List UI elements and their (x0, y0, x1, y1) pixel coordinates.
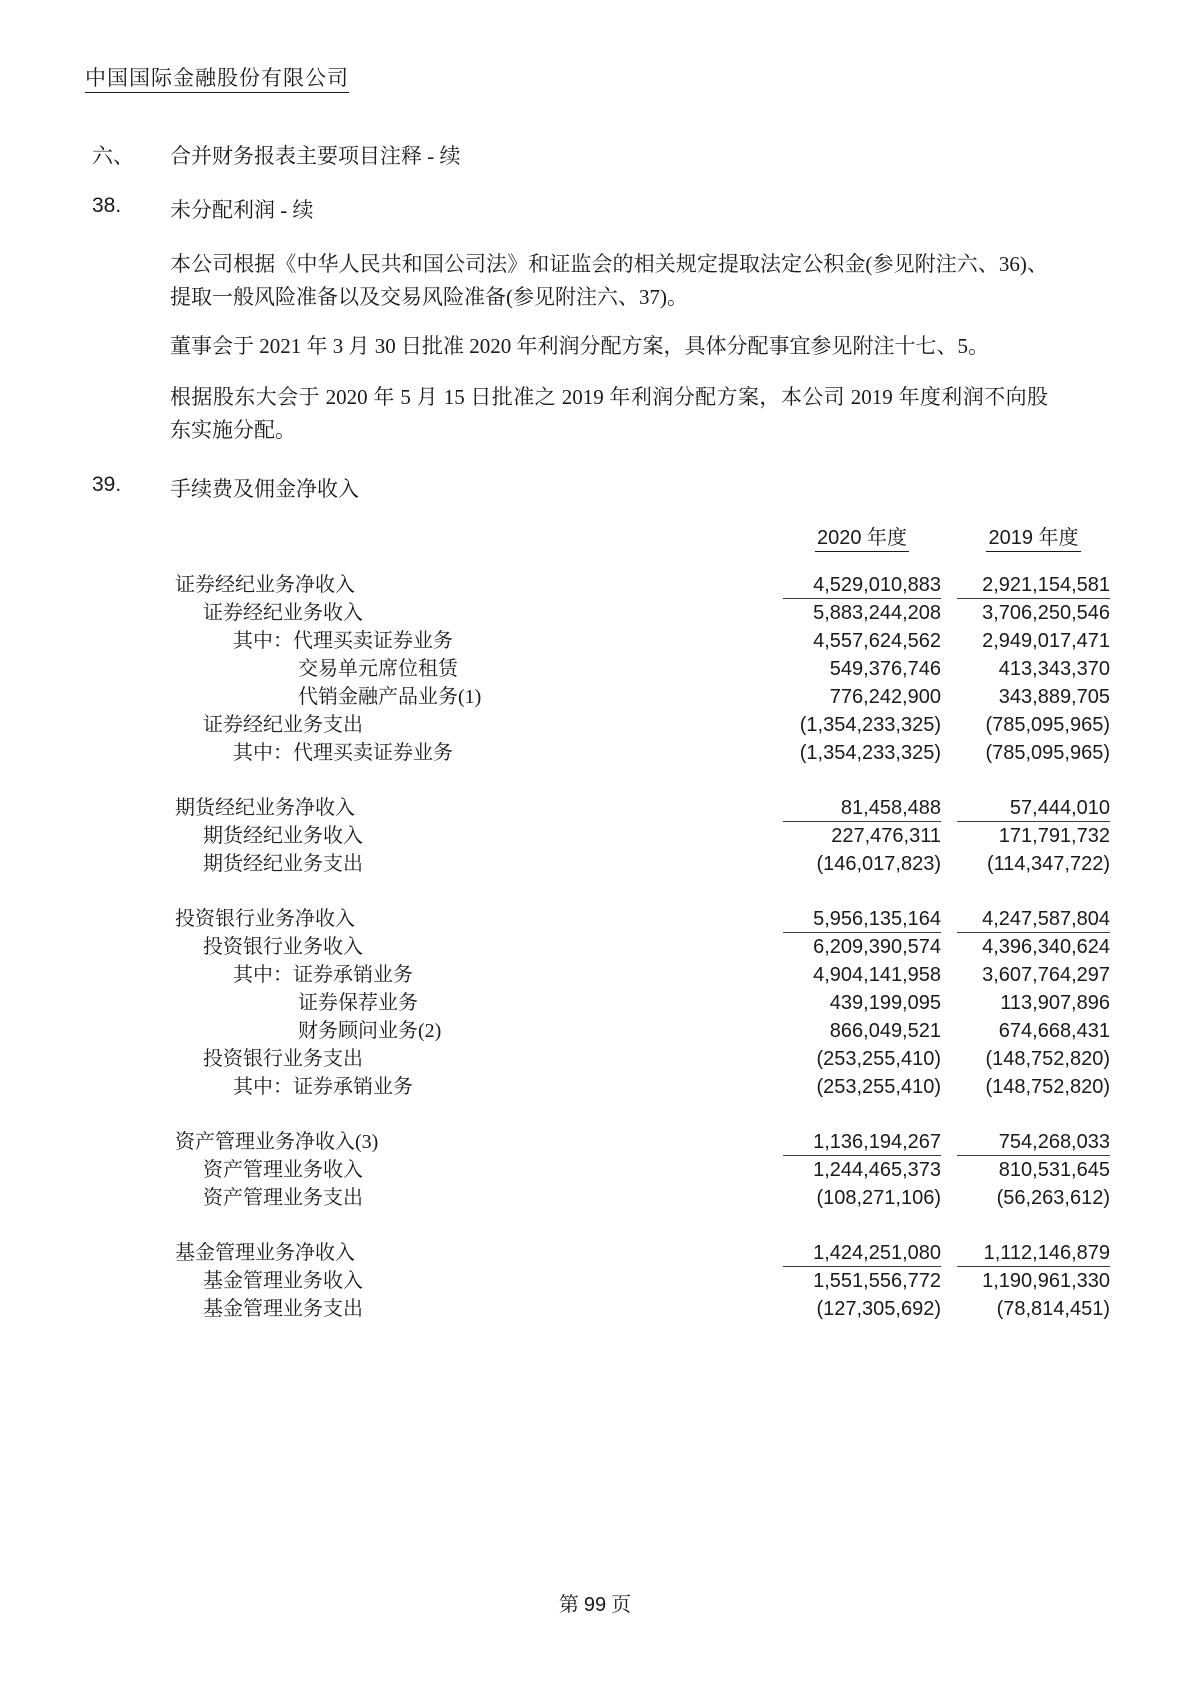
row-label: 其中：证券承销业务 (233, 1076, 413, 1098)
row-label: 代销金融产品业务(1) (298, 686, 482, 708)
value-2020: 1,551,556,772 (813, 1270, 941, 1292)
value-2019: (56,263,612) (996, 1187, 1110, 1209)
value-2020: 776,242,900 (829, 686, 941, 708)
value-2019: 3,607,764,297 (982, 964, 1110, 986)
company-name-text: 中国国际金融股份有限公司 (85, 66, 349, 93)
value-2019: 810,531,645 (998, 1159, 1110, 1181)
value-2019: 3,706,250,546 (982, 602, 1110, 624)
value-2020: (253,255,410) (816, 1048, 941, 1070)
row-label: 投资银行业务收入 (203, 936, 363, 958)
row-label: 证券经纪业务净收入 (175, 574, 355, 596)
table-row (175, 600, 1110, 628)
row-label: 交易单元席位租赁 (298, 658, 458, 680)
value-2020: (127,305,692) (816, 1298, 941, 1320)
paragraph-shareholder-approval: 根据股东大会于 2020 年 5 月 15 日批准之 2019 年利润分配方案，本公司 2019 年度利润不向股东实施分配。 (170, 385, 1048, 442)
value-2020: 5,956,135,164 (783, 906, 941, 933)
row-label: 期货经纪业务收入 (203, 825, 363, 847)
value-2020: 5,883,244,208 (813, 602, 941, 624)
value-2019: 1,190,961,330 (982, 1270, 1110, 1292)
value-2019: (785,095,965) (985, 742, 1110, 764)
section-number: 39. (92, 473, 122, 496)
table-row (175, 962, 1110, 990)
column-gap (941, 521, 957, 550)
row-label: 证券经纪业务收入 (203, 602, 363, 624)
section-heading-38 (92, 194, 1110, 224)
value-2020: 4,557,624,562 (813, 630, 941, 652)
value-2020: 1,424,251,080 (783, 1240, 941, 1267)
row-label: 基金管理业务收入 (203, 1270, 363, 1292)
value-2019: (78,814,451) (996, 1298, 1110, 1320)
table-row (175, 1157, 1110, 1185)
row-label: 期货经纪业务支出 (203, 853, 363, 875)
table-row (175, 1296, 1110, 1324)
value-2019: 171,791,732 (998, 825, 1110, 847)
table-row (175, 572, 1110, 600)
row-label: 投资银行业务净收入 (175, 908, 355, 930)
table-row (175, 906, 1110, 934)
value-2019: 4,247,587,804 (957, 906, 1110, 933)
page-number-label: 第 99 页 (558, 1594, 632, 1616)
value-2020: 81,458,488 (783, 795, 941, 822)
row-label: 其中：代理买卖证券业务 (233, 742, 453, 764)
company-name (85, 62, 1190, 92)
row-label: 证券保荐业务 (298, 992, 418, 1014)
value-2019: (148,752,820) (985, 1048, 1110, 1070)
table-row (175, 1185, 1110, 1213)
value-2020: 227,476,311 (831, 825, 941, 847)
value-2019: 413,343,370 (998, 658, 1110, 680)
table-row (175, 934, 1110, 962)
paragraph-reserves: 本公司根据《中华人民共和国公司法》和证监会的相关规定提取法定公积金(参见附注六、36)、提取一般风险准备以及交易风险准备(参见附注六、37)。 (170, 252, 1048, 309)
table-row (175, 1129, 1110, 1157)
fee-commission-table (175, 521, 1110, 1324)
section-number: 六、 (92, 144, 134, 168)
value-2019: (114,347,722) (986, 853, 1110, 875)
value-2020: (1,354,233,325) (799, 742, 941, 764)
value-2019: 113,907,896 (1000, 992, 1110, 1014)
value-2019: (785,095,965) (985, 714, 1110, 736)
table-row (175, 712, 1110, 740)
row-label: 期货经纪业务净收入 (175, 797, 355, 819)
table-header-spacer (175, 521, 783, 550)
table-row (175, 740, 1110, 768)
value-2019: 1,112,146,879 (957, 1240, 1110, 1267)
value-2020: 1,244,465,373 (813, 1159, 941, 1181)
section-number: 38. (92, 194, 122, 217)
value-2020: 1,136,194,267 (783, 1129, 941, 1156)
value-2020: (146,017,823) (816, 853, 941, 875)
table-row (175, 823, 1110, 851)
table-header-row (175, 521, 1110, 550)
value-2019: 4,396,340,624 (982, 936, 1110, 958)
row-label: 财务顾问业务(2) (298, 1020, 442, 1042)
row-label: 资产管理业务净收入(3) (175, 1131, 379, 1153)
fee-table-rows (175, 572, 1110, 1324)
value-2019: 2,949,017,471 (982, 630, 1110, 652)
value-2020: 4,529,010,883 (783, 572, 941, 599)
row-label: 其中：代理买卖证券业务 (233, 630, 453, 652)
section-title: 未分配利润 - 续 (170, 198, 314, 222)
value-2020: 6,209,390,574 (813, 936, 941, 958)
row-label: 基金管理业务支出 (203, 1298, 363, 1320)
table-row (175, 851, 1110, 879)
value-2019: (148,752,820) (985, 1076, 1110, 1098)
table-row (175, 1074, 1110, 1102)
value-2020: (253,255,410) (816, 1076, 941, 1098)
section-title: 手续费及佣金净收入 (170, 477, 359, 501)
table-row (175, 1046, 1110, 1074)
page-number: 99 (583, 1594, 607, 1616)
page-footer (0, 1588, 1190, 1617)
column-header-2019: 2019 年度 (957, 521, 1110, 550)
value-2020: (108,271,106) (816, 1187, 941, 1209)
value-2020: (1,354,233,325) (799, 714, 941, 736)
row-label: 其中：证券承销业务 (233, 964, 413, 986)
value-2019: 674,668,431 (998, 1020, 1110, 1042)
value-2019: 57,444,010 (957, 795, 1110, 822)
row-label: 资产管理业务支出 (203, 1187, 363, 1209)
row-label: 投资银行业务支出 (203, 1048, 363, 1070)
row-label: 基金管理业务净收入 (175, 1242, 355, 1264)
value-2020: 4,904,141,958 (813, 964, 941, 986)
section-heading-39 (92, 473, 1110, 503)
section-heading-6 (92, 140, 1110, 170)
value-2020: 549,376,746 (829, 658, 941, 680)
value-2019: 754,268,033 (957, 1129, 1110, 1156)
table-row (175, 1268, 1110, 1296)
table-row (175, 628, 1110, 656)
section-title: 合并财务报表主要项目注释 - 续 (170, 144, 461, 168)
value-2019: 2,921,154,581 (957, 572, 1110, 599)
row-label: 证券经纪业务支出 (203, 714, 363, 736)
row-label: 资产管理业务收入 (203, 1159, 363, 1181)
paragraph-board-approval: 董事会于 2021 年 3 月 30 日批准 2020 年利润分配方案，具体分配事宜参见附注十七、5。 (170, 334, 989, 358)
table-row (175, 1018, 1110, 1046)
table-row (175, 684, 1110, 712)
table-row (175, 1240, 1110, 1268)
value-2019: 343,889,705 (998, 686, 1110, 708)
column-header-2020: 2020 年度 (783, 521, 941, 550)
value-2020: 866,049,521 (829, 1020, 941, 1042)
table-row (175, 656, 1110, 684)
table-row (175, 990, 1110, 1018)
table-row (175, 795, 1110, 823)
value-2020: 439,199,095 (829, 992, 941, 1014)
